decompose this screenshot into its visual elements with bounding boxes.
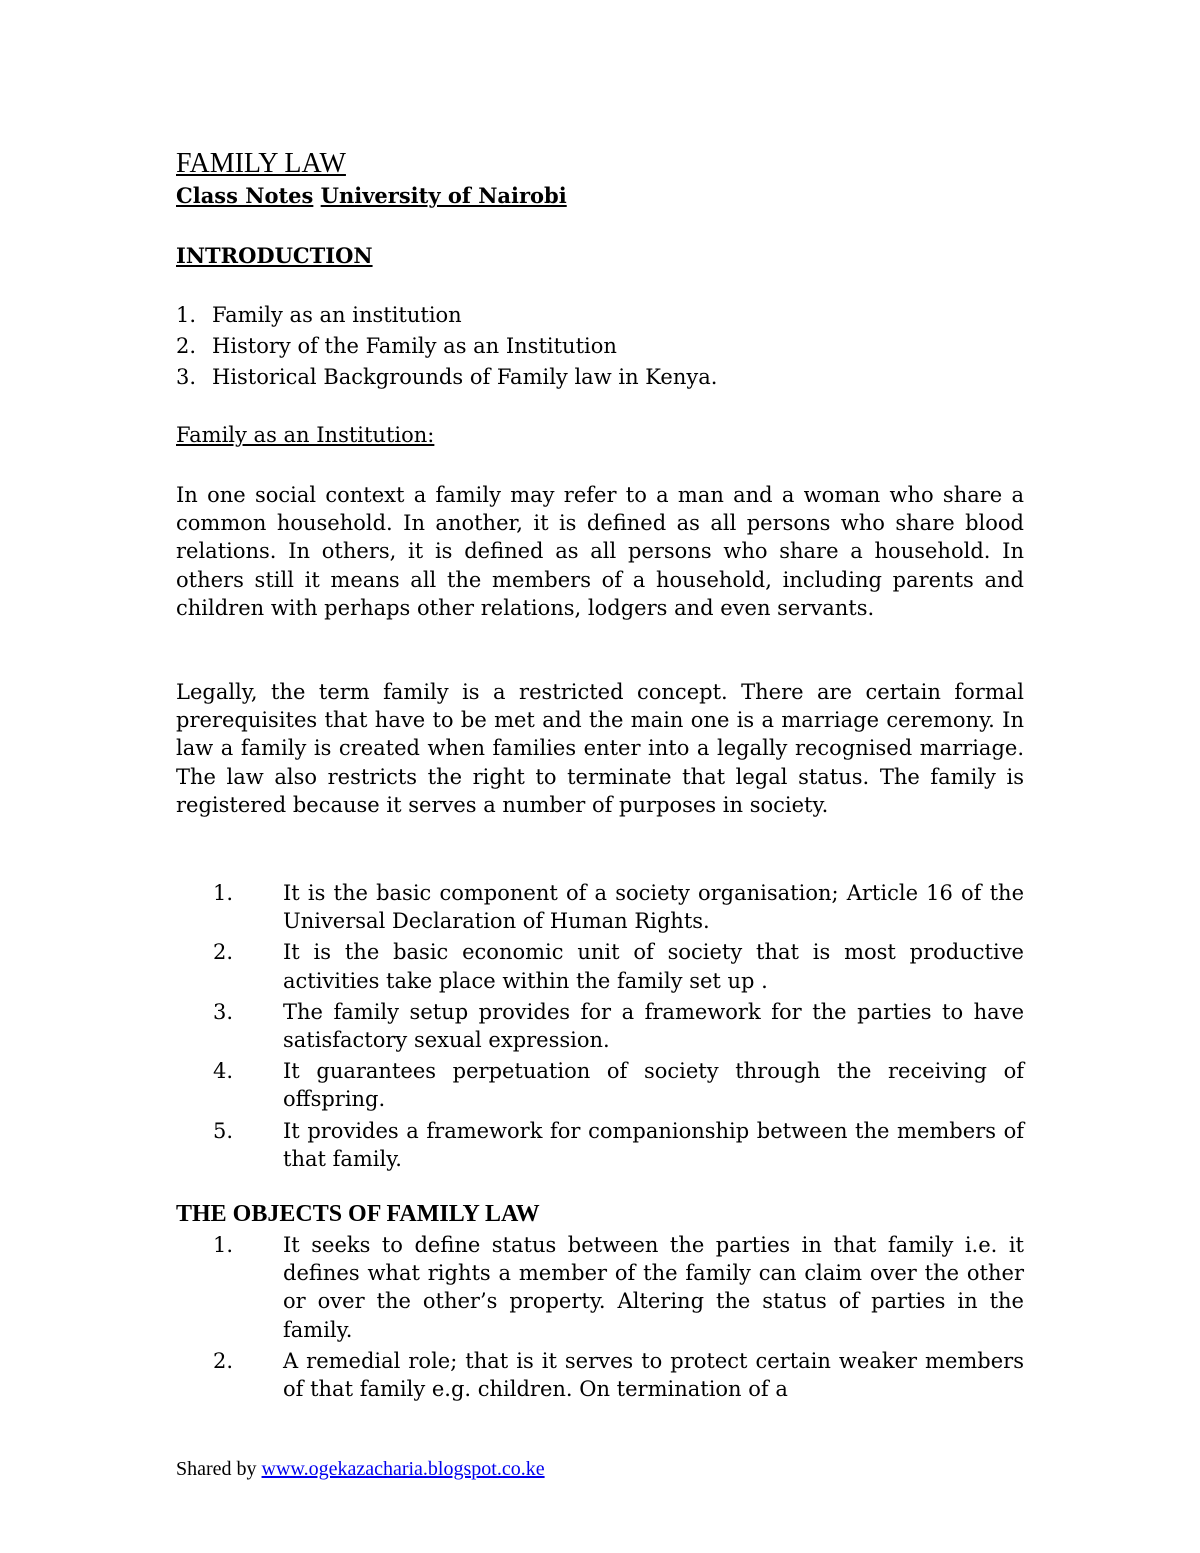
list-item — [176, 331, 717, 362]
list-item — [176, 938, 1024, 994]
list-item-text: The family setup provides for a framework for the parties to have satisfactory sexual expression. — [283, 999, 1024, 1053]
list-item-text: A remedial role; that is it serves to protect certain weaker members of that family e.g. children. On termination of a — [283, 1348, 1024, 1402]
list-item — [176, 1057, 1024, 1113]
document-title: FAMILY LAW — [176, 148, 346, 179]
introduction-list — [176, 300, 717, 393]
list-item-text: It provides a framework for companionship between the members of that family. — [283, 1118, 1024, 1171]
objects-list — [176, 1231, 1024, 1406]
paragraph-social-context: In one social context a family may refer to a man and a woman who share a common household. In another, it is defined as all persons who share blood relations. In others, it is defined as all persons who share a household. In others still it means all the members of a household, including parents and children with perhaps other relations, lodgers and even servants. — [176, 483, 1024, 620]
objects-heading: THE OBJECTS OF FAMILY LAW — [176, 1201, 540, 1227]
list-item — [176, 362, 717, 393]
list-item-text: History of the Family as an Institution — [212, 334, 617, 358]
subtitle-class-notes: Class Notes — [176, 183, 314, 208]
purposes-list — [176, 879, 1024, 1176]
document-subtitle — [176, 182, 567, 210]
list-item — [176, 1231, 1024, 1344]
list-item-number: 2. — [213, 1348, 234, 1373]
list-item-text: Historical Backgrounds of Family law in Kenya. — [212, 365, 718, 389]
introduction-heading: INTRODUCTION — [176, 243, 373, 268]
list-item — [176, 879, 1024, 935]
list-item-text: It seeks to define status between the parties in that family i.e. it defines what rights a member of the family can claim over the other or over the other’s property. Altering the status of parties in the family. — [283, 1233, 1024, 1342]
list-item — [176, 1347, 1024, 1403]
list-item-number: 2. — [213, 940, 234, 965]
list-item — [176, 300, 717, 331]
list-item-number: 1. — [176, 303, 197, 327]
list-item-number: 1. — [213, 881, 234, 905]
list-item — [176, 998, 1024, 1054]
footer-prefix: Shared by — [176, 1458, 262, 1480]
list-item-text: It is the basic economic unit of society that is most productive activities take place within the family set up . — [283, 940, 1024, 993]
list-item-number: 2. — [176, 334, 197, 358]
list-item-number: 1. — [213, 1233, 234, 1257]
list-item — [176, 1117, 1024, 1173]
list-item-number: 3. — [176, 365, 197, 389]
footer-credit — [176, 1455, 545, 1483]
subtitle-university: University of Nairobi — [320, 183, 567, 208]
family-institution-heading: Family as an Institution: — [176, 423, 435, 447]
footer-blog-link[interactable]: www.ogekazacharia.blogspot.co.ke — [261, 1458, 545, 1480]
list-item-text: Family as an institution — [212, 303, 462, 327]
list-item-number: 4. — [213, 1059, 234, 1084]
list-item-number: 3. — [213, 999, 234, 1024]
list-item-text: It is the basic component of a society organisation; Article 16 of the Universal Declaration of Human Rights. — [283, 881, 1024, 934]
list-item-text: It guarantees perpetuation of society through the receiving of offspring. — [283, 1059, 1024, 1112]
paragraph-legal-concept: Legally, the term family is a restricted concept. There are certain formal prerequisites that have to be met and the main one is a marriage ceremony. In law a family is created when families enter into a legally recognised marriage. The law also restricts the right to terminate that legal status. The family is registered because it serves a number of purposes in society. — [176, 680, 1024, 817]
list-item-number: 5. — [213, 1118, 234, 1143]
